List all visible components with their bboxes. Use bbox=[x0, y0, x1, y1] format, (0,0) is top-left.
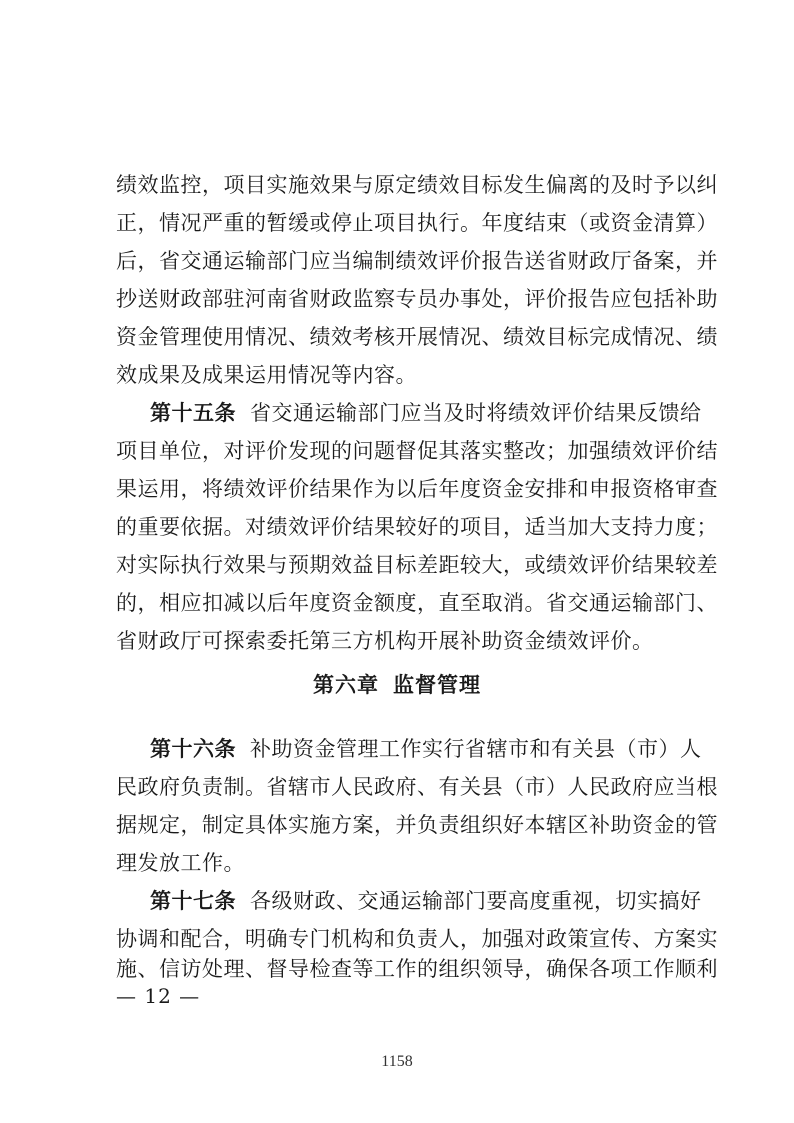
chapter-title: 监督管理 bbox=[393, 672, 481, 697]
article-16-first-line bbox=[150, 736, 702, 762]
chapter-heading bbox=[0, 672, 794, 698]
chapter-number: 第六章 bbox=[313, 672, 379, 697]
article-15-first-line bbox=[150, 400, 702, 426]
paragraph-line: 资金管理使用情况、绩效考核开展情况、绩效目标完成情况、绩 bbox=[116, 325, 718, 349]
paragraph-line: 绩效监控，项目实施效果与原定绩效目标发生偏离的及时予以纠 bbox=[116, 173, 718, 197]
paragraph-line: 正，情况严重的暂缓或停止项目执行。年度结束（或资金清算） bbox=[116, 211, 718, 235]
paragraph-line: 果运用，将绩效评价结果作为以后年度资金安排和申报资格审查 bbox=[116, 477, 718, 501]
paragraph-line: 协调和配合，明确专门机构和负责人，加强对政策宣传、方案实 bbox=[116, 927, 718, 951]
paragraph-line: 项目单位，对评价发现的问题督促其落实整改；加强绩效评价结 bbox=[116, 439, 718, 463]
article-15-label: 第十五条 bbox=[150, 400, 236, 425]
article-15-text: 省交通运输部门应当及时将绩效评价结果反馈给 bbox=[250, 401, 702, 425]
paragraph-line: 抄送财政部驻河南省财政监察专员办事处，评价报告应包括补助 bbox=[116, 287, 718, 311]
paragraph-line: 后，省交通运输部门应当编制绩效评价报告送省财政厅备案，并 bbox=[116, 249, 718, 273]
document-number: 1158 bbox=[381, 1053, 413, 1070]
article-17-text: 各级财政、交通运输部门要高度重视，切实搞好 bbox=[250, 889, 702, 913]
article-17-label: 第十七条 bbox=[150, 888, 236, 913]
page-number: — 12 — bbox=[116, 984, 201, 1008]
paragraph-line: 施、信访处理、督导检查等工作的组织领导，确保各项工作顺利 bbox=[116, 957, 718, 981]
paragraph-line: 的重要依据。对绩效评价结果较好的项目，适当加大支持力度； bbox=[116, 515, 718, 539]
paragraph-line: 效成果及成果运用情况等内容。 bbox=[116, 363, 417, 387]
paragraph-line: 民政府负责制。省辖市人民政府、有关县（市）人民政府应当根 bbox=[116, 775, 718, 799]
article-16-text: 补助资金管理工作实行省辖市和有关县（市）人 bbox=[250, 737, 702, 761]
article-16-label: 第十六条 bbox=[150, 736, 236, 761]
paragraph-line: 对实际执行效果与预期效益目标差距较大，或绩效评价结果较差 bbox=[116, 553, 718, 577]
paragraph-line: 省财政厅可探索委托第三方机构开展补助资金绩效评价。 bbox=[116, 629, 654, 653]
paragraph-line: 理发放工作。 bbox=[116, 851, 245, 875]
article-17-first-line bbox=[150, 888, 702, 914]
paragraph-line: 的，相应扣减以后年度资金额度，直至取消。省交通运输部门、 bbox=[116, 591, 718, 615]
paragraph-line: 据规定，制定具体实施方案，并负责组织好本辖区补助资金的管 bbox=[116, 813, 718, 837]
